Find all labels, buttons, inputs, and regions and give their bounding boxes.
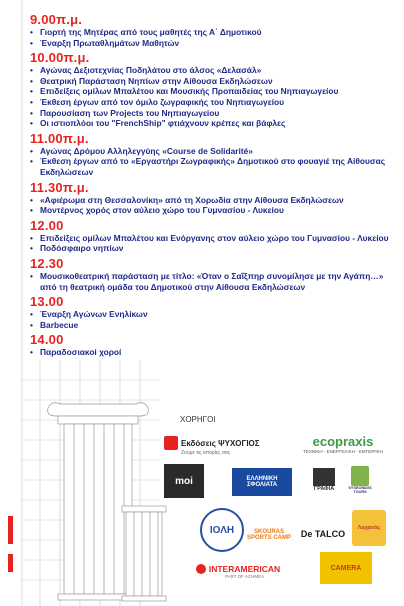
schedule-item: • Οι ιστιοπλόοι του "FrenchShip" φτιάχνουν κρέπες και βάφλες: [30, 118, 400, 129]
skouras-logo: [244, 522, 294, 548]
schedule-item: • Έναρξη Αγώνων Ενηλίκων: [30, 309, 400, 320]
sponsors-title: ΧΟΡΗΓΟΙ: [180, 415, 216, 424]
psychogios-tagline: Ζούμε τις ιστορίες σας: [181, 450, 231, 456]
ecopraxis-name: ecopraxis: [312, 434, 374, 449]
schedule-item: • Έκθεση έργων από το «Εργαστήρι Ζωγραφικής» Δημοτικού στο φουαγιέ της Αίθουσας Εκδηλώσεων: [30, 156, 400, 177]
schedule-item: • Θεατρική Παράσταση Νηπίων στην Αίθουσα Εκδηλώσεων: [30, 76, 400, 87]
sfoliata-logo: [232, 468, 292, 496]
interamerican-sub: PART OF ACHMEA: [224, 573, 265, 579]
schedule-item: • «Αφιέρωμα στη Θεσσαλονίκη» από τη Χορωδία στην Αίθουσα Εκδηλώσεων: [30, 195, 400, 206]
schedule-item: • Barbecue: [30, 320, 400, 331]
schedule-item: • Μουσικοθεατρική παράσταση με τίτλο: «Όταν ο Σαΐξπηρ συνομίλησε με την Αγάπη…» από τη θεατρική ομάδα του Δημοτικού στην Αίθουσα Εκδηλώσεων: [30, 271, 400, 292]
ecopraxis-tagline: ΤΕΧΝΙΚΗ - ΕΝΕΡΓΕΙΑΚΗ - ΕΜΠΟΡΙΚΗ: [303, 449, 383, 454]
schedule: [30, 10, 400, 358]
camera-logo: [320, 552, 372, 584]
time-heading: 14.00: [30, 332, 64, 348]
schedule-item: • Επιδείξεις ομίλων Μπαλέτου και Ενόργανης στον αύλειο χώρο του Γυμνασίου - Λυκείου: [30, 233, 400, 244]
time-heading: 11.00π.μ.: [30, 130, 89, 146]
time-heading: 9.00π.μ.: [30, 12, 83, 27]
schedule-item: • Παραδοσιακοί χοροί: [30, 347, 400, 358]
schedule-item: • Παρουσίαση των Projects του Νηπιαγωγείου: [30, 108, 400, 119]
moi-text: moi: [175, 475, 193, 487]
time-heading: 11.30π.μ.: [30, 179, 89, 195]
time-heading: 10.00π.μ.: [30, 50, 90, 66]
sfoliata-text: ΕΛΛΗΝΙΚΗ ΣΦΟΛΙΑΤΑ: [246, 476, 278, 488]
grafia-logo: [308, 462, 340, 498]
schedule-item: • Μοντέρνος χορός στον αύλειο χώρο του Γυμνασίου - Λυκείου: [30, 205, 400, 216]
time-heading: 12.00: [30, 217, 64, 233]
psychogios-name: Εκδόσεις ΨΥΧΟΓΙΟΣ: [181, 438, 260, 448]
camera-text: CAMERA: [330, 564, 362, 572]
grafia-text: ΓΡΑΦΙΑ: [313, 486, 335, 492]
moi-logo: [164, 464, 204, 498]
skouras-text: SKOURAS SPORTS CAMP: [246, 529, 291, 541]
time-heading: 13.00: [30, 294, 64, 310]
schedule-item: • Αγώνας Δεξιοτεχνίας Ποδηλάτου στο άλσος «Δελασάλ»: [30, 65, 400, 76]
schedule-item: • Επιδείξεις ομίλων Μπαλέτου και Μουσικής Προπαιδείας του Νηπιαγωγείου: [30, 86, 400, 97]
schedule-item: • Έναρξη Πρωταθλημάτων Μαθητών: [30, 38, 400, 49]
detalco-text: De TALCO: [300, 529, 346, 539]
small-icons: [8, 516, 13, 572]
lachanas-text: Λαχανάς: [357, 525, 381, 531]
ecopraxis-logo: [288, 432, 398, 456]
schedule-item: • Γιορτή της Μητέρας από τους μαθητές της Α΄ Δημοτικού: [30, 27, 400, 38]
tours-text: SYSEONIDIS TOURS: [348, 486, 372, 494]
interamerican-text: INTERAMERICAN: [208, 563, 281, 574]
detalco-logo: [300, 522, 346, 546]
column-small-drawing: [122, 506, 166, 601]
interamerican-logo: [178, 560, 298, 582]
schedule-item: • Ποδόσφαιρο νηπίων: [30, 243, 400, 254]
ioli-text: ΙΟΛΗ: [209, 524, 235, 536]
ioli-logo: [200, 508, 244, 552]
lachanas-logo: [352, 510, 386, 546]
schedule-item: • Έκθεση έργων από τον όμιλο ζωγραφικής του Νηπιαγωγείου: [30, 97, 400, 108]
time-heading: 12.30: [30, 255, 64, 271]
psychogios-logo: [164, 432, 274, 460]
tours-logo: [346, 462, 374, 498]
schedule-item: • Αγώνας Δρόμου Αλληλεγγύης «Course de Solidarité»: [30, 146, 400, 157]
